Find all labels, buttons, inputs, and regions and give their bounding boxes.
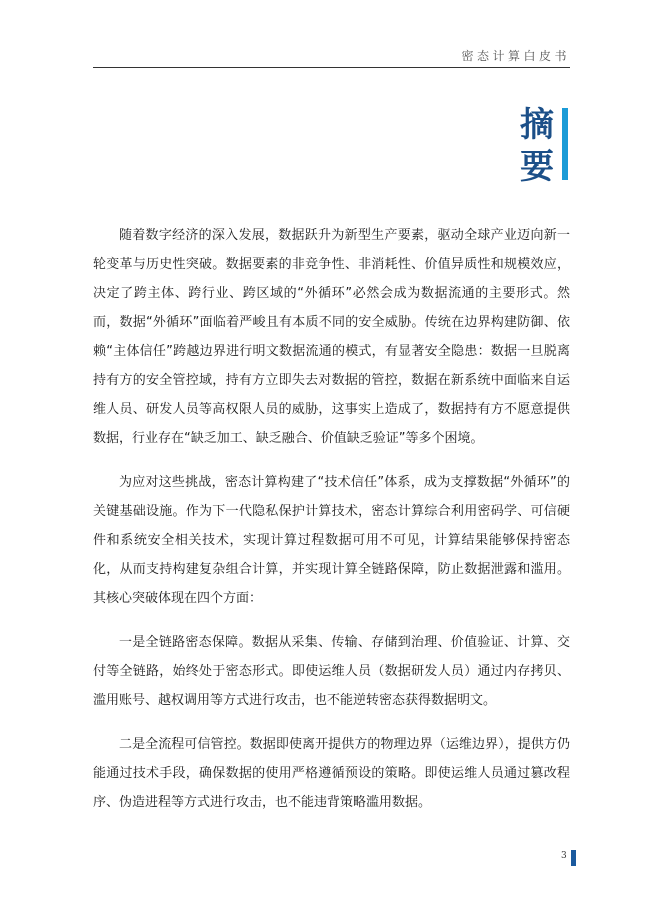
body-content [93,221,570,832]
header-divider [93,67,570,68]
section-title [517,104,557,188]
paragraph-1: 随着数字经济的深入发展，数据跃升为新型生产要素，驱动全球产业迈向新一轮变革与历史性突破。数据要素的非竞争性、非消耗性、价值异质性和规模效应，决定了跨主体、跨行业、跨区域的“外循环”必然会成为数据流通的主要形式。然而，数据“外循环”面临着严峻且有本质不同的安全威胁。传统在边界构建防御、依赖“主体信任”跨越边界进行明文数据流通的模式，有显著安全隐患：数据一旦脱离持有方的安全管控域，持有方立即失去对数据的管控，数据在新系统中面临来自运维人员、研发人员等高权限人员的威胁，这事实上造成了，数据持有方不愿意提供数据，行业存在“缺乏加工、缺乏融合、价值缺乏验证”等多个困境。 [93,228,570,446]
paragraph-2: 为应对这些挑战，密态计算构建了“技术信任”体系，成为支撑数据“外循环”的关键基础设施。作为下一代隐私保护计算技术，密态计算综合利用密码学、可信硬件和系统安全相关技术，实现计算过程数据可用不可见，计算结果能够保持密态化，从而支持构建复杂组合计算，并实现计算全链路保障，防止数据泄露和滥用。其核心突破体现在四个方面： [93,475,570,606]
running-header-title: 密态计算白皮书 [461,49,570,63]
page-number-marker [571,850,576,866]
section-title-char-1: 摘 [520,105,554,145]
page-number: 3 [561,851,567,861]
paragraph-3: 一是全链路密态保障。数据从采集、传输、存储到治理、价值验证、计算、交付等全链路，始终处于密态形式。即使运维人员（数据研发人员）通过内存拷贝、滥用账号、越权调用等方式进行攻击，也不能逆转密态获得数据明文。 [93,635,570,708]
section-title-char-2: 要 [520,147,554,187]
section-title-accent-bar [562,108,568,180]
paragraph-4: 二是全流程可信管控。数据即使离开提供方的物理边界（运维边界），提供方仍能通过技术手段，确保数据的使用严格遵循预设的策略。即使运维人员通过篡改程序、伪造进程等方式进行攻击，也不能违背策略滥用数据。 [93,737,570,810]
